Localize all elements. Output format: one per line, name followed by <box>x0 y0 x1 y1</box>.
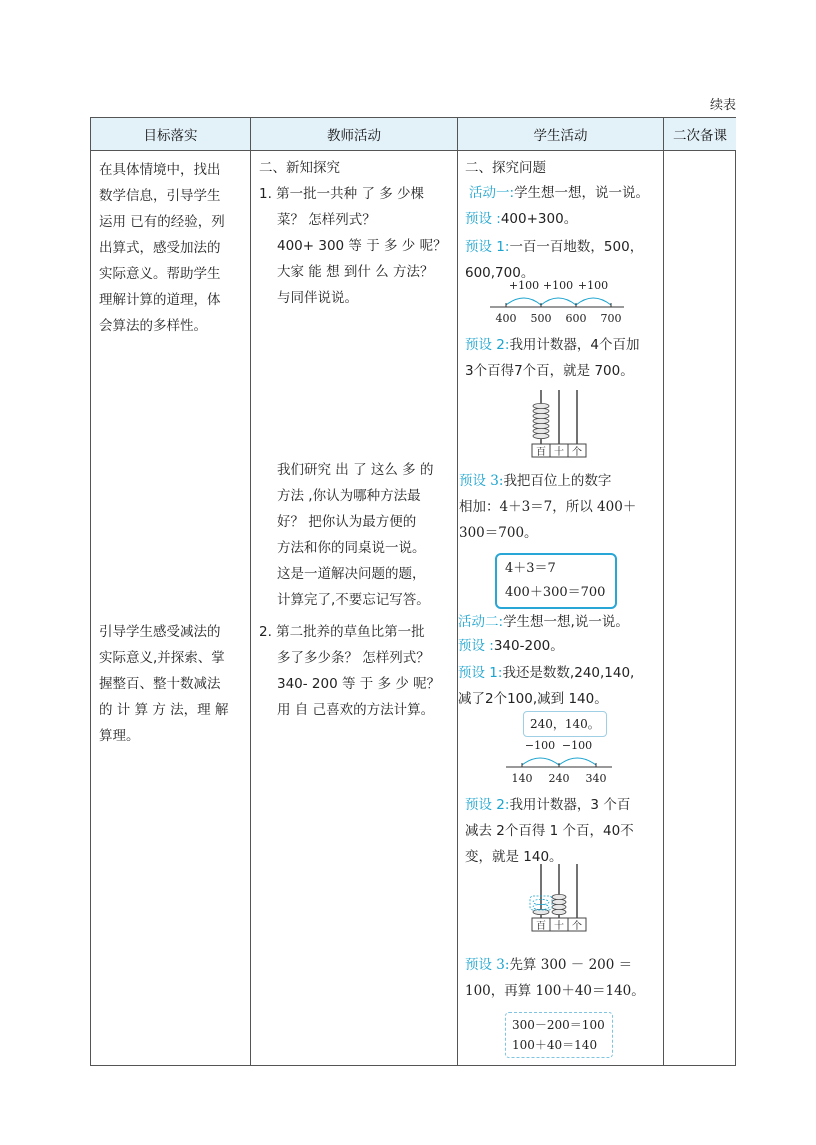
goal-line: 会算法的多样性。 <box>99 318 207 334</box>
goal-line: 引导学生感受减法的 <box>99 624 221 640</box>
jump-arc <box>576 298 611 305</box>
equation-line: 400＋300＝700 <box>505 585 606 600</box>
teacher-line: 400+ 300 等 于 多 少 呢？ <box>277 238 447 254</box>
equation-line: 300－200＝100 <box>512 1018 605 1032</box>
goal-line: 在具体情境中，找出 <box>99 162 221 178</box>
preset-text: 400+300。 <box>500 211 578 227</box>
speech-bubble: 240，140。 <box>523 711 607 737</box>
abacus-label: 百 <box>536 447 546 458</box>
equation-line: 100＋40＝140 <box>512 1038 598 1052</box>
teacher-section-title: 二、新知探究 <box>259 160 340 176</box>
goal-line: 数学信息，引导学生 <box>99 188 221 204</box>
preset-a <box>465 206 577 232</box>
preset-text: 340-200。 <box>493 638 564 654</box>
preset-2-label: 预设 2: <box>465 337 510 353</box>
jump-label: +100 <box>577 279 609 292</box>
preset-sub-1-line: 减了2个100,减到 140。 <box>458 691 608 707</box>
header-goals: 目标落实 <box>91 118 250 150</box>
preset-3-line: 我把百位上的数字 <box>503 473 612 489</box>
abacus-label: 十 <box>554 921 564 932</box>
goal-line: 出算式，感受加法的 <box>99 240 221 256</box>
preset-3-label: 预设 3: <box>459 473 504 489</box>
teacher-discussion <box>277 457 455 613</box>
lesson-table <box>90 117 736 1066</box>
preset-label: 预设 : <box>458 638 494 654</box>
teacher-question-1 <box>259 181 455 311</box>
jump-arc <box>522 758 559 765</box>
preset-sub-1 <box>458 660 662 712</box>
preset-sub-1-line: 我还是数数,240,140, <box>502 665 635 681</box>
preset-sub-2-label: 预设 2: <box>465 797 510 813</box>
jump-label: −100 <box>561 739 593 752</box>
equation-box-addition <box>495 553 617 609</box>
abacus-addition <box>519 388 589 458</box>
teacher-line: 这是一道解决问题的题， <box>277 566 426 582</box>
equation-line: 4＋3＝7 <box>505 561 556 576</box>
goal-line: 实际意义。帮助学生 <box>99 266 221 282</box>
activity-1-label: 活动一: <box>469 185 515 201</box>
preset-1-line: 一百一百地数，500， <box>509 239 644 255</box>
preset-3 <box>459 468 663 546</box>
preset-sub-3-line: 100，再算 100＋40＝140。 <box>465 983 645 999</box>
activity-2-text: 学生想一想,说一说。 <box>503 614 629 630</box>
tick-label: 340 <box>585 772 607 785</box>
jump-label: +100 <box>542 279 574 292</box>
preset-sub-2-line: 我用计数器，3 个百 <box>509 797 631 813</box>
preset-sub-1-label: 预设 1: <box>458 665 503 681</box>
abacus-label: 个 <box>572 447 582 458</box>
teacher-line: 与同伴说说。 <box>277 290 358 306</box>
tick-label: 500 <box>530 312 552 325</box>
activity-1-text: 学生想一想，说一说。 <box>514 185 650 201</box>
goal-line: 理解计算的道理，体 <box>99 292 221 308</box>
goal-line: 握整百、整十数减法 <box>99 676 221 692</box>
header-second-prep: 二次备课 <box>664 118 736 150</box>
number-line-subtraction <box>504 737 616 785</box>
tick-label: 700 <box>600 312 622 325</box>
teacher-line: 方法和你的同桌说一说。 <box>277 540 426 556</box>
goal-line: 算理。 <box>99 728 140 744</box>
teacher-line: 大家 能 想 到什 么 方法？ <box>277 264 434 280</box>
preset-3-line: 相加：4＋3＝7，所以 400＋ <box>459 499 637 515</box>
preset-3-line: 300＝700。 <box>459 525 538 541</box>
abacus-label: 个 <box>572 921 582 932</box>
activity-2 <box>458 609 629 635</box>
preset-sub-3 <box>465 952 663 1004</box>
teacher-line: 1. 第一批一共种 了 多 少棵 <box>259 186 425 202</box>
column-divider <box>457 118 458 1065</box>
preset-sub-3-label: 预设 3: <box>465 957 510 973</box>
teacher-line: 340- 200 等 于 多 少 呢？ <box>277 676 441 692</box>
jump-arc <box>541 298 576 305</box>
preset-1-line: 600,700。 <box>465 265 535 281</box>
teacher-question-2 <box>259 619 455 723</box>
number-line-addition <box>488 277 628 325</box>
column-divider <box>663 118 664 1065</box>
abacus-subtraction <box>519 862 591 932</box>
header-divider <box>91 150 735 151</box>
student-section-title: 二、探究问题 <box>465 160 546 176</box>
teacher-line: 计算完了,不要忘记写答。 <box>277 592 430 608</box>
teacher-line: 菜？ 怎样列式？ <box>277 212 376 228</box>
equation-box-subtraction <box>505 1012 613 1058</box>
preset-2-line: 3个百得7个百，就是 700。 <box>465 363 634 379</box>
preset-sub-2-line: 变，就是 140。 <box>465 849 563 865</box>
teacher-line: 好？ 把你认为最方便的 <box>277 514 417 530</box>
activity-2-label: 活动二: <box>458 614 504 630</box>
preset-1-label: 预设 1: <box>465 239 510 255</box>
teacher-line: 2. 第二批养的草鱼比第一批 <box>259 624 425 640</box>
teacher-line: 多了多少条？ 怎样列式？ <box>277 650 430 666</box>
goals-block-2 <box>99 619 247 749</box>
jump-label: −100 <box>524 739 556 752</box>
goals-block-1 <box>99 157 247 339</box>
preset-2-line: 我用计数器，4个百加 <box>509 337 640 353</box>
continued-label: 续表 <box>709 98 736 113</box>
preset-sub-2 <box>465 792 661 870</box>
preset-sub-3-line: 先算 300 － 200 ＝ <box>509 957 633 973</box>
goal-line: 实际意义,并探索、掌 <box>99 650 225 666</box>
tick-label: 240 <box>548 772 570 785</box>
tick-label: 400 <box>495 312 517 325</box>
header-teacher: 教师活动 <box>251 118 457 150</box>
jump-label: +100 <box>508 279 540 292</box>
tick-label: 140 <box>511 772 533 785</box>
header-student: 学生活动 <box>458 118 663 150</box>
abacus-label: 百 <box>536 921 546 932</box>
goal-line: 运用 已有的经验，列 <box>99 214 225 230</box>
activity-1 <box>469 180 649 206</box>
teacher-line: 方法 ,你认为哪种方法最 <box>277 488 421 504</box>
teacher-line: 用 自 己喜欢的方法计算。 <box>277 702 435 718</box>
jump-arc <box>559 758 596 765</box>
abacus-label: 十 <box>554 447 564 458</box>
preset-label: 预设 : <box>465 211 501 227</box>
column-divider <box>250 118 251 1065</box>
jump-arc <box>506 298 541 305</box>
goal-line: 的 计 算 方 法，理 解 <box>99 702 229 718</box>
preset-sub-2-line: 减去 2个百得 1 个百，40不 <box>465 823 634 839</box>
preset-2 <box>465 332 661 384</box>
tick-label: 600 <box>565 312 587 325</box>
preset-b <box>458 633 564 659</box>
teacher-line: 我们研究 出 了 这么 多 的 <box>277 462 434 478</box>
